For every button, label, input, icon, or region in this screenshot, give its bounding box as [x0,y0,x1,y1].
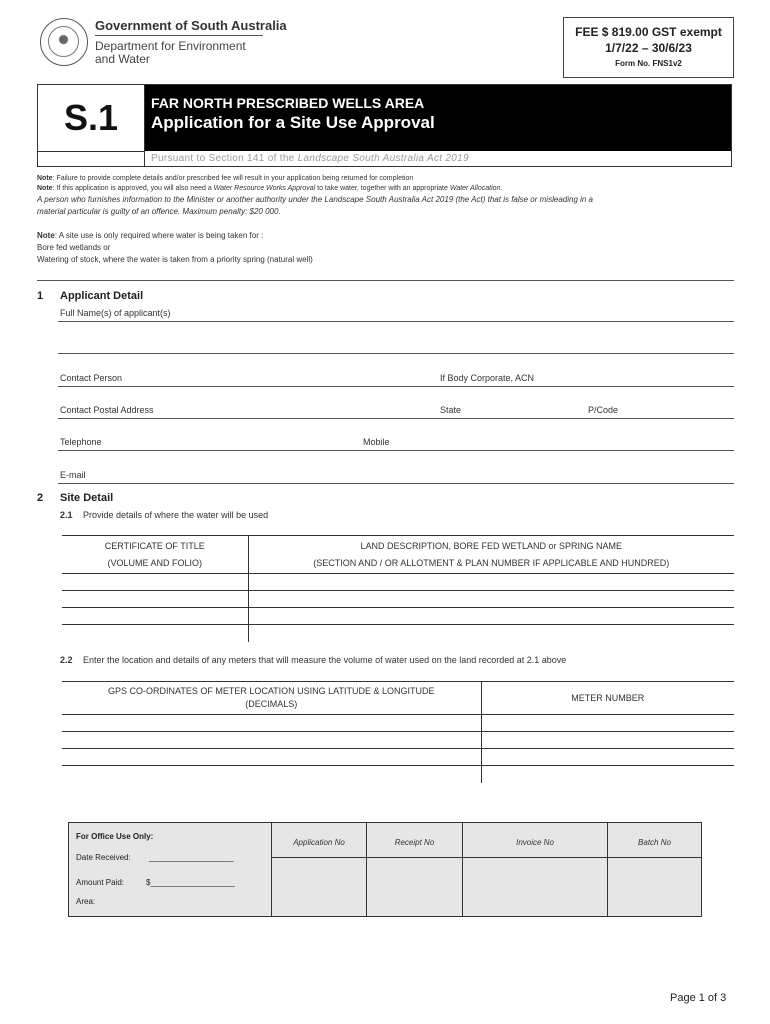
invoice-no-column [462,823,607,916]
table-row [62,749,734,766]
table-header-row [62,682,734,715]
amount-paid-blank: $___________________ [146,878,235,887]
section-divider [37,280,734,281]
note-incomplete-text: : Failure to provide complete details and/or prescribed fee will result in your application being returned for completion [52,175,414,182]
subsection-2-2-text: Enter the location and details of any meters that will measure the volume of water used on the land recorded at 2.1 above [83,655,567,665]
note-approval-allocation: Water Allocation [449,185,501,192]
penalty-warning-line-2: material particular is guilty of an offence. Maximum penalty: $20 000. [37,207,281,216]
note-label: Note [37,231,55,240]
site-use-note [37,230,313,266]
site-details-table [62,535,734,642]
title-cell[interactable] [62,574,248,591]
area-name: FAR NORTH PRESCRIBED WELLS AREA [151,95,425,111]
fee-amount: FEE $ 819.00 GST exempt [575,25,722,39]
column-header-meter: METER NUMBER [481,682,734,715]
full-name-line-2 [58,353,734,354]
state-label: State [440,405,462,415]
column-header-land [248,536,734,574]
column-header-title [62,536,248,574]
full-name-input-2[interactable] [58,334,734,352]
table-row [62,625,734,642]
column-header-gps-line-2: (DECIMALS) [245,699,298,709]
note-approval-works: Water Resource Works Approval [213,185,316,192]
area-label: Area: [76,897,96,906]
pursuant-act: Landscape South Australia Act 2019 [297,153,469,164]
amount-paid-label: Amount Paid: [76,878,125,887]
contact-person-label: Contact Person [60,373,123,383]
mobile-label: Mobile [363,437,390,447]
column-header-title-line-2: (VOLUME AND FOLIO) [107,557,202,568]
penalty-warning [37,194,727,218]
section-2-number: 2 [37,492,44,504]
pursuant-line [145,151,731,167]
receipt-no-column [366,823,462,916]
column-header-gps [62,682,481,715]
table-row [62,715,734,732]
telephone-line [58,450,734,451]
meter-cell[interactable] [481,715,734,732]
postcode-label: P/Code [588,405,619,415]
date-received-blank: ___________________ [149,853,234,862]
acn-label: If Body Corporate, ACN [440,373,535,383]
full-name-line-1 [58,321,734,322]
meter-cell[interactable] [481,766,734,783]
section-2-title: Site Detail [60,492,114,504]
page-number: Page 1 of 3 [670,992,727,1004]
subsection-2-1-number: 2.1 [60,510,73,520]
gps-cell[interactable] [62,749,481,766]
meter-cell[interactable] [481,749,734,766]
penalty-warning-line-1: A person who furnishes information to the Minister or another authority under the Landscape South Australia Act 2019 (the Act) that is false or misleading in a [37,195,594,204]
email-input[interactable] [95,466,734,483]
land-cell[interactable] [248,574,734,591]
title-cell[interactable] [62,608,248,625]
mobile-input[interactable] [400,433,734,450]
office-use-title: For Office Use Only: [76,832,154,841]
batch-no-header: Batch No [608,823,701,858]
fee-period: 1/7/22 – 30/6/23 [605,41,692,55]
telephone-label: Telephone [60,437,102,447]
site-use-item-1: Bore fed wetlands or [37,243,111,252]
meter-details-table [62,681,734,783]
note-approval-end: . [500,185,503,192]
form-code-footer-cell [38,151,145,167]
note-label: Note [37,185,53,192]
receipt-no-header: Receipt No [367,823,462,858]
postcode-input[interactable] [626,401,734,418]
column-header-gps-line-1: GPS CO-ORDINATES OF METER LOCATION USING LATITUDE & LONGITUDE [107,686,435,696]
email-line [58,483,734,484]
title-cell[interactable] [62,591,248,608]
site-use-intro-text: : A site use is only required where water is being taken for : [54,231,264,240]
form-code: S.1 [38,85,145,151]
site-use-intro [37,230,313,242]
table-row [62,591,734,608]
piping-shrike-emblem [54,32,73,51]
form-title: Application for a Site Use Approval [151,113,435,132]
column-header-land-line-2: (SECTION AND / OR ALLOTMENT & PLAN NUMBER IF APPLICABLE AND HUNDRED) [313,557,670,568]
contact-person-input[interactable] [135,369,430,386]
form-number: Form No. FNS1v2 [615,59,682,68]
full-name-input[interactable] [160,304,734,321]
fee-box [563,17,734,78]
note-incomplete [37,175,413,182]
section-1-title: Applicant Detail [60,290,144,302]
gps-cell[interactable] [62,715,481,732]
department-name [95,40,246,66]
state-input[interactable] [468,401,578,418]
pursuant-prefix: Pursuant to Section 141 of the [151,153,298,164]
land-cell[interactable] [248,625,734,642]
note-approval [37,185,502,192]
title-block [37,84,732,167]
gps-cell[interactable] [62,766,481,783]
table-row [62,732,734,749]
table-row [62,766,734,783]
table-row [62,574,734,591]
application-no-column [271,823,366,916]
subsection-2-1-text: Provide details of where the water will be used [83,510,269,520]
contact-person-line [58,386,734,387]
note-approval-text: : If this application is approved, you will also need a [52,185,214,192]
sa-government-seal-icon [40,18,88,66]
full-name-label: Full Name(s) of applicant(s) [60,308,171,318]
meter-cell[interactable] [481,732,734,749]
postal-address-line [58,418,734,419]
section-1-number: 1 [37,290,44,302]
department-line-1: Department for Environment [95,39,246,53]
column-header-title-line-1: CERTIFICATE OF TITLE [104,540,205,551]
gps-cell[interactable] [62,732,481,749]
subsection-2-2-number: 2.2 [60,655,73,665]
department-line-2: and Water [95,52,150,66]
batch-no-column [607,823,701,916]
note-label: Note [37,175,53,182]
table-header-row [62,536,734,574]
email-label: E-mail [60,470,86,480]
telephone-input[interactable] [115,433,355,450]
title-banner [145,85,731,151]
application-no-header: Application No [272,823,366,858]
site-use-item-2: Watering of stock, where the water is taken from a priority spring (natural well) [37,255,313,264]
column-header-land-line-1: LAND DESCRIPTION, BORE FED WETLAND or SPRING NAME [360,540,623,551]
table-row [62,608,734,625]
invoice-no-header: Invoice No [463,823,607,858]
postal-address-label: Contact Postal Address [60,405,154,415]
note-approval-text-2: to take water, together with an appropriate [315,185,450,192]
office-use-box [68,822,702,917]
logo-divider [95,35,263,36]
date-received-label: Date Received: [76,853,131,862]
title-cell[interactable] [62,625,248,642]
land-cell[interactable] [248,591,734,608]
government-name: Government of South Australia [95,18,287,33]
acn-input[interactable] [553,369,734,386]
land-cell[interactable] [248,608,734,625]
postal-address-input[interactable] [172,401,432,418]
